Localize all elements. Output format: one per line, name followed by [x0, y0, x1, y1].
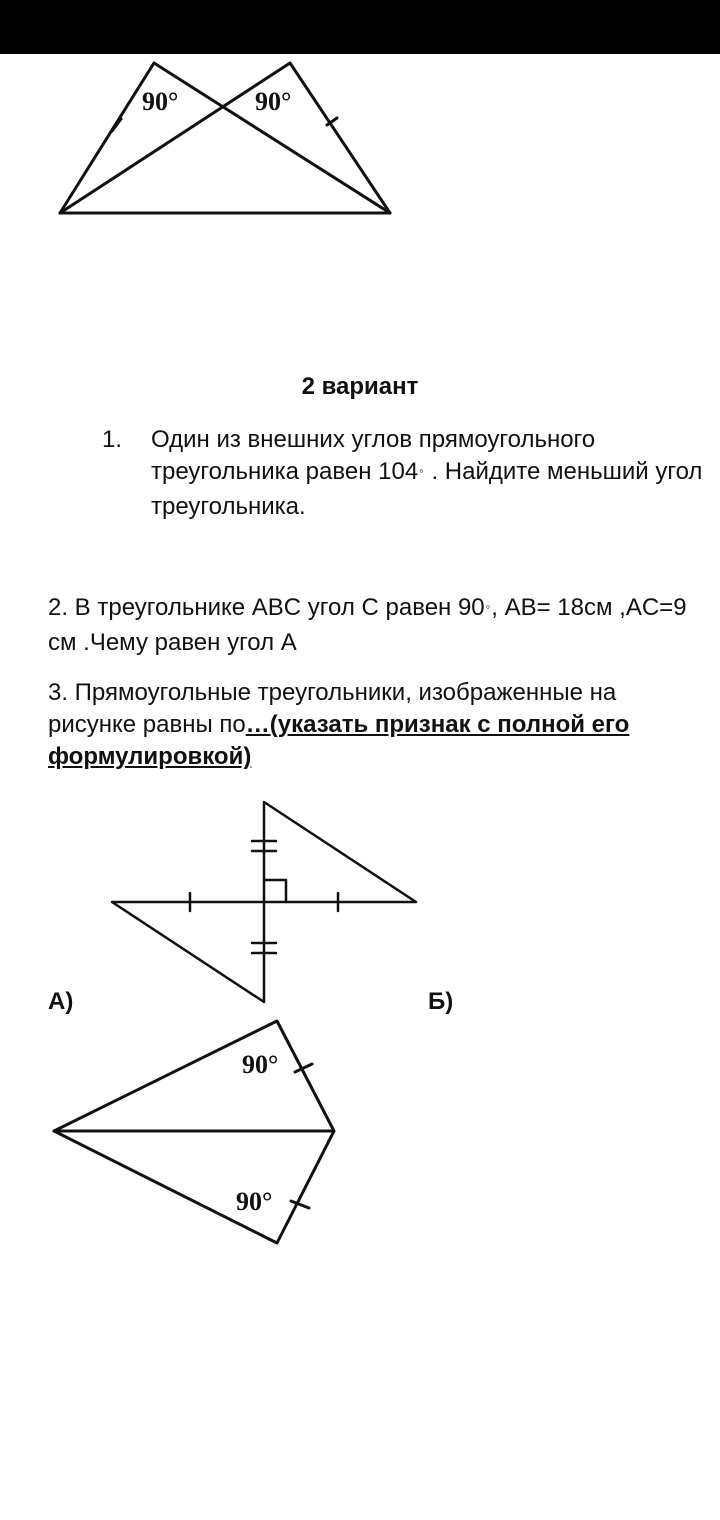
triangle-a-lower [112, 902, 264, 1002]
triangle-b-upper [54, 1021, 334, 1131]
question-1-text-start: Один из внешних углов прямоугольного треугольника равен 104 [151, 426, 596, 485]
angle-label-upper: 90° [242, 1050, 279, 1079]
question-3-text [48, 677, 708, 773]
status-bar [0, 0, 720, 54]
angle-label-lower: 90° [236, 1187, 273, 1216]
figure-top-triangles [0, 54, 720, 234]
degree-mark: ◦ [419, 463, 424, 478]
figure-label-b: Б) [428, 988, 454, 1015]
question-1-text [151, 424, 711, 523]
variant-title: 2 вариант [301, 373, 419, 400]
question-1-text-end: . Найдите меньший угол треугольника. [151, 458, 703, 520]
question-3-text-plain: 3. Прямоугольные треугольники, изображенные на рисунке равны по [48, 679, 617, 738]
triangle-b-lower [54, 1131, 334, 1243]
question-2-text-end: , AB= 18см ,AC=9 см .Чему равен угол А [48, 594, 687, 656]
figure-label-a: А) [48, 988, 74, 1015]
right-angle-marker [264, 880, 286, 902]
question-1-number: 1. [102, 426, 123, 453]
angle-label-left: 90° [142, 87, 179, 116]
figure-a-triangles [100, 795, 430, 1010]
question-2-text-start: 2. В треугольнике ABC угол C равен 90 [48, 594, 485, 621]
question-3-text-emphasis: …(указать признак с полной его формулировкой) [48, 711, 630, 770]
degree-mark: ◦ [485, 599, 491, 614]
question-2-text [48, 592, 708, 659]
figure-b-triangles [45, 1012, 350, 1252]
angle-label-right: 90° [255, 87, 292, 116]
top-triangle-right [60, 63, 390, 213]
